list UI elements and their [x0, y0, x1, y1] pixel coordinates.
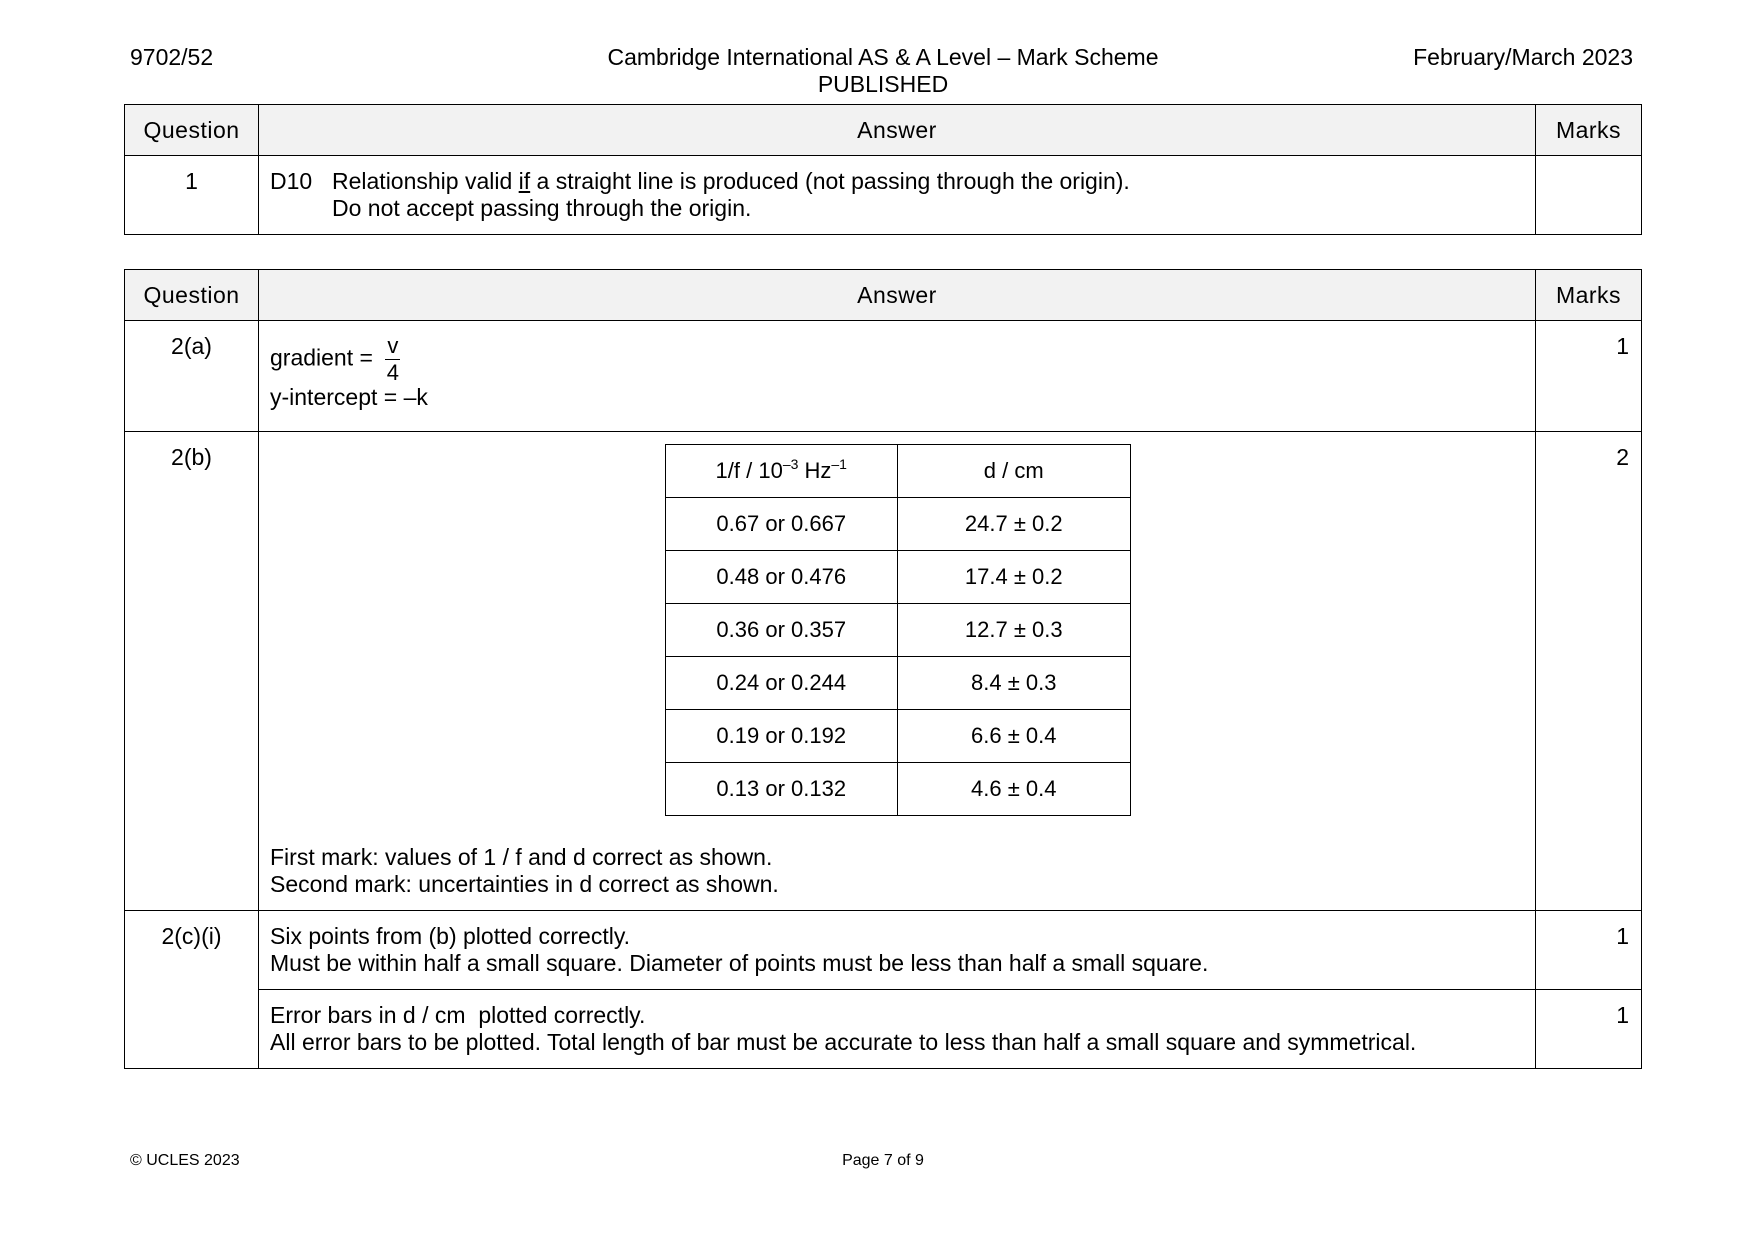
- question-number: 2(c)(i): [125, 911, 259, 1069]
- page-number: [0, 1152, 1754, 1170]
- answer-line-1: Six points from (b) plotted correctly.: [270, 923, 631, 949]
- data-table-row: [665, 604, 1130, 657]
- distance-value: 4.6 ± 0.4: [898, 763, 1131, 816]
- answer-cell: [259, 156, 1536, 235]
- answer-line-1: [332, 168, 1130, 195]
- data-table: [665, 444, 1131, 816]
- answer-code: D10: [270, 168, 313, 194]
- distance-value: 17.4 ± 0.2: [898, 551, 1131, 604]
- distance-value: 8.4 ± 0.3: [898, 657, 1131, 710]
- table-header-row: [125, 105, 1642, 156]
- intercept-expression: y-intercept = –k: [270, 384, 428, 410]
- page-number-text: Page 7 of 9: [842, 1152, 924, 1169]
- marks-value: 1: [1536, 990, 1642, 1069]
- answer-cell: [259, 911, 1536, 990]
- data-table-row: [665, 498, 1130, 551]
- data-table-row: [665, 710, 1130, 763]
- gradient-label: gradient =: [270, 344, 380, 371]
- answer-column-header: Answer: [259, 105, 1536, 156]
- data-table-row: [665, 551, 1130, 604]
- question-column-header: Question: [125, 270, 259, 321]
- distance-value: 12.7 ± 0.3: [898, 604, 1131, 657]
- table-row: [125, 911, 1642, 990]
- paper-code: 9702/52: [130, 44, 214, 70]
- mark-note-1: First mark: values of 1 / f and d correct as shown.: [270, 844, 773, 870]
- distance-value: 24.7 ± 0.2: [898, 498, 1131, 551]
- question-number: 2(a): [125, 321, 259, 432]
- fraction-denominator: 4: [386, 360, 399, 385]
- marks-value: 1: [1536, 911, 1642, 990]
- header-text: 1/f / 10: [715, 458, 783, 483]
- inverse-frequency-value: 0.36 or 0.357: [665, 604, 898, 657]
- table-row: [125, 432, 1642, 911]
- table-row: [125, 990, 1642, 1069]
- table-row: [125, 321, 1642, 432]
- exponent: –1: [831, 455, 847, 472]
- question-2-table: [124, 269, 1642, 1069]
- question-number: 1: [125, 156, 259, 235]
- gradient-fraction: [385, 335, 400, 384]
- distance-value: 6.6 ± 0.4: [898, 710, 1131, 763]
- table-row: [125, 156, 1642, 235]
- answer-cell: [259, 990, 1536, 1069]
- inverse-frequency-value: 0.19 or 0.192: [665, 710, 898, 763]
- distance-header: d / cm: [898, 445, 1131, 498]
- data-table-row: [665, 657, 1130, 710]
- answer-text: Relationship valid: [332, 168, 519, 194]
- inverse-frequency-header: [665, 445, 898, 498]
- answer-line-2: Must be within half a small square. Diameter of points must be less than half a small square.: [270, 950, 1209, 976]
- marks-column-header: Marks: [1536, 105, 1642, 156]
- mark-note-2: Second mark: uncertainties in d correct as shown.: [270, 871, 779, 897]
- underlined-word: if: [518, 168, 531, 194]
- published-label: PUBLISHED: [817, 71, 949, 97]
- fraction-numerator: v: [387, 333, 399, 358]
- marks-value: 1: [1536, 321, 1642, 432]
- question-1-table: [124, 104, 1642, 235]
- mark-scheme-title: Cambridge International AS & A Level – Mark Scheme: [607, 44, 1159, 70]
- question-number: 2(b): [125, 432, 259, 911]
- marks-column-header: Marks: [1536, 270, 1642, 321]
- answer-cell: [259, 432, 1536, 911]
- question-column-header: Question: [125, 105, 259, 156]
- inverse-frequency-value: 0.48 or 0.476: [665, 551, 898, 604]
- marks-value: 2: [1536, 432, 1642, 911]
- exam-session: February/March 2023: [1413, 44, 1633, 70]
- data-table-header-row: [665, 445, 1130, 498]
- header-unit: Hz: [798, 458, 832, 483]
- table-header-row: [125, 270, 1642, 321]
- gradient-expression: [270, 335, 1525, 384]
- inverse-frequency-value: 0.24 or 0.244: [665, 657, 898, 710]
- answer-line-2: All error bars to be plotted. Total length of bar must be accurate to less than half a small square and symmetrical.: [270, 1029, 1417, 1055]
- marks-value: [1536, 156, 1642, 235]
- exponent: –3: [782, 455, 799, 472]
- inverse-frequency-value: 0.13 or 0.132: [665, 763, 898, 816]
- copyright: © UCLES 2023: [130, 1152, 240, 1169]
- answer-column-header: Answer: [259, 270, 1536, 321]
- inverse-frequency-value: 0.67 or 0.667: [665, 498, 898, 551]
- answer-text: a straight line is produced (not passing through the origin).: [530, 168, 1130, 194]
- data-table-row: [665, 763, 1130, 816]
- answer-line-2: Do not accept passing through the origin.: [332, 195, 752, 221]
- answer-line-1: Error bars in d / cm plotted correctly.: [270, 1002, 646, 1028]
- answer-cell: [259, 321, 1536, 432]
